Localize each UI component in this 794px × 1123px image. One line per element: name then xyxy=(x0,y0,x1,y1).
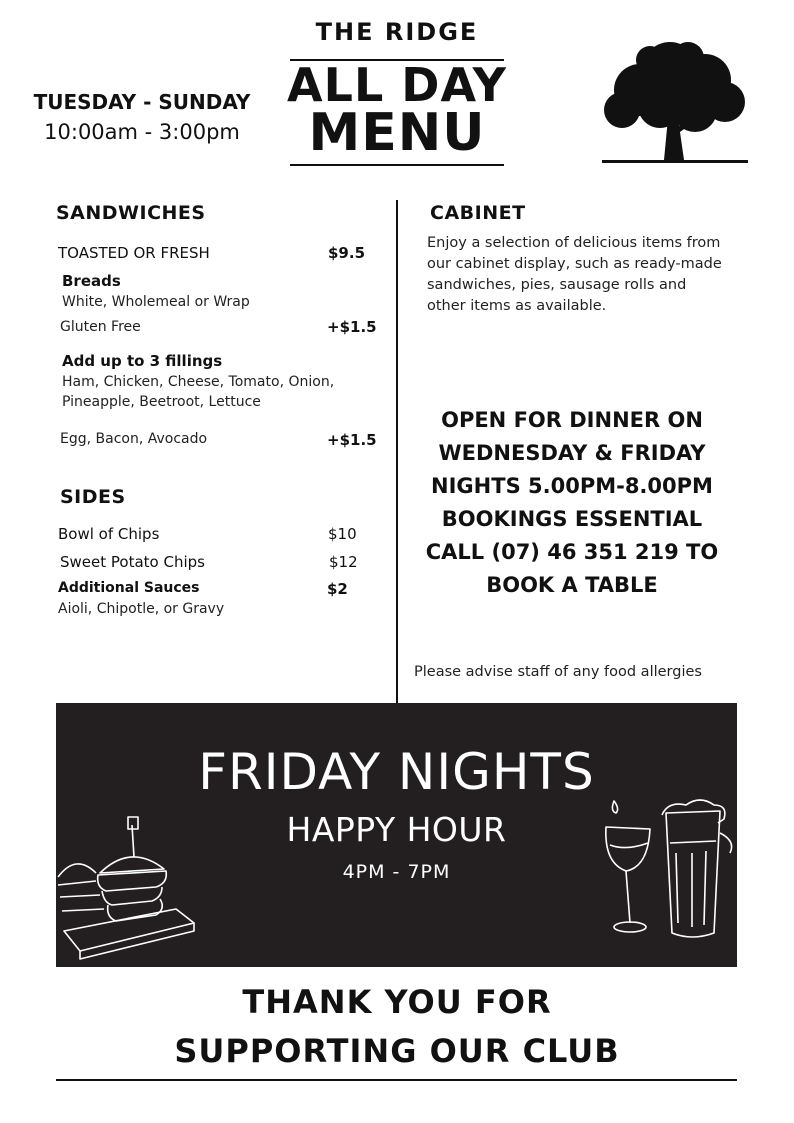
dinner-line: BOOKINGS ESSENTIAL xyxy=(441,507,703,531)
thank-you-line-2: SUPPORTING OUR CLUB xyxy=(174,1032,620,1070)
extras-price: +$1.5 xyxy=(327,431,377,449)
side-item-price: $2 xyxy=(327,580,348,598)
dinner-line: NIGHTS 5.00PM-8.00PM xyxy=(431,474,713,498)
happy-hour-banner xyxy=(56,703,737,967)
opening-days: TUESDAY - SUNDAY xyxy=(33,90,251,114)
dinner-line: WEDNESDAY & FRIDAY xyxy=(438,441,706,465)
thank-you-line-1: THANK YOU FOR xyxy=(242,983,552,1021)
side-item-price: $12 xyxy=(329,553,358,571)
dinner-line: OPEN FOR DINNER ON xyxy=(441,408,703,432)
footer-rule xyxy=(56,1079,737,1081)
menu-title-line2: MENU xyxy=(308,103,486,163)
dinner-line: BOOK A TABLE xyxy=(486,573,658,597)
cabinet-heading: CABINET xyxy=(430,202,526,224)
cabinet-text-line: Enjoy a selection of delicious items from xyxy=(427,235,721,251)
sandwich-main-price: $9.5 xyxy=(328,244,366,262)
venue-name: THE RIDGE xyxy=(315,18,479,46)
side-item-price: $10 xyxy=(328,525,357,543)
breads-list: White, Wholemeal or Wrap xyxy=(62,294,250,310)
sauces-list: Aioli, Chipotle, or Gravy xyxy=(58,601,225,617)
banner-subtitle: HAPPY HOUR xyxy=(286,810,507,849)
sandwiches-heading: SANDWICHES xyxy=(56,202,206,224)
drinks-icon xyxy=(596,793,737,953)
breads-label: Breads xyxy=(62,272,121,290)
fillings-label: Add up to 3 fillings xyxy=(62,352,223,370)
banner-title: FRIDAY NIGHTS xyxy=(198,743,595,801)
extras-option: Egg, Bacon, Avocado xyxy=(60,431,208,447)
banner-time: 4PM - 7PM xyxy=(342,861,451,883)
sandwich-main-item: TOASTED OR FRESH xyxy=(58,244,210,262)
dinner-notice xyxy=(410,404,734,602)
title-bottom-rule xyxy=(290,164,504,166)
allergy-note: Please advise staff of any food allergies xyxy=(414,664,702,680)
gluten-free-price: +$1.5 xyxy=(327,318,377,336)
gluten-free-option: Gluten Free xyxy=(60,319,141,335)
opening-hours: 10:00am - 3:00pm xyxy=(44,120,240,144)
cabinet-text-line: sandwiches, pies, sausage rolls and xyxy=(427,277,687,293)
cabinet-text-line: other items as available. xyxy=(427,298,607,314)
cabinet-text-line: our cabinet display, such as ready-made xyxy=(427,256,722,272)
fillings-line-1: Ham, Chicken, Cheese, Tomato, Onion, xyxy=(62,374,335,390)
dinner-line: CALL (07) 46 351 219 TO xyxy=(425,540,719,564)
side-item-name: Bowl of Chips xyxy=(58,525,160,543)
side-item-name: Additional Sauces xyxy=(58,580,200,596)
cabinet-description xyxy=(427,233,722,317)
side-item-name: Sweet Potato Chips xyxy=(60,553,205,571)
sides-heading: SIDES xyxy=(60,486,126,508)
oak-tree-icon xyxy=(600,40,750,168)
menu-title-line1: ALL DAY xyxy=(287,58,507,112)
fillings-line-2: Pineapple, Beetroot, Lettuce xyxy=(62,394,261,410)
column-divider xyxy=(396,200,398,703)
